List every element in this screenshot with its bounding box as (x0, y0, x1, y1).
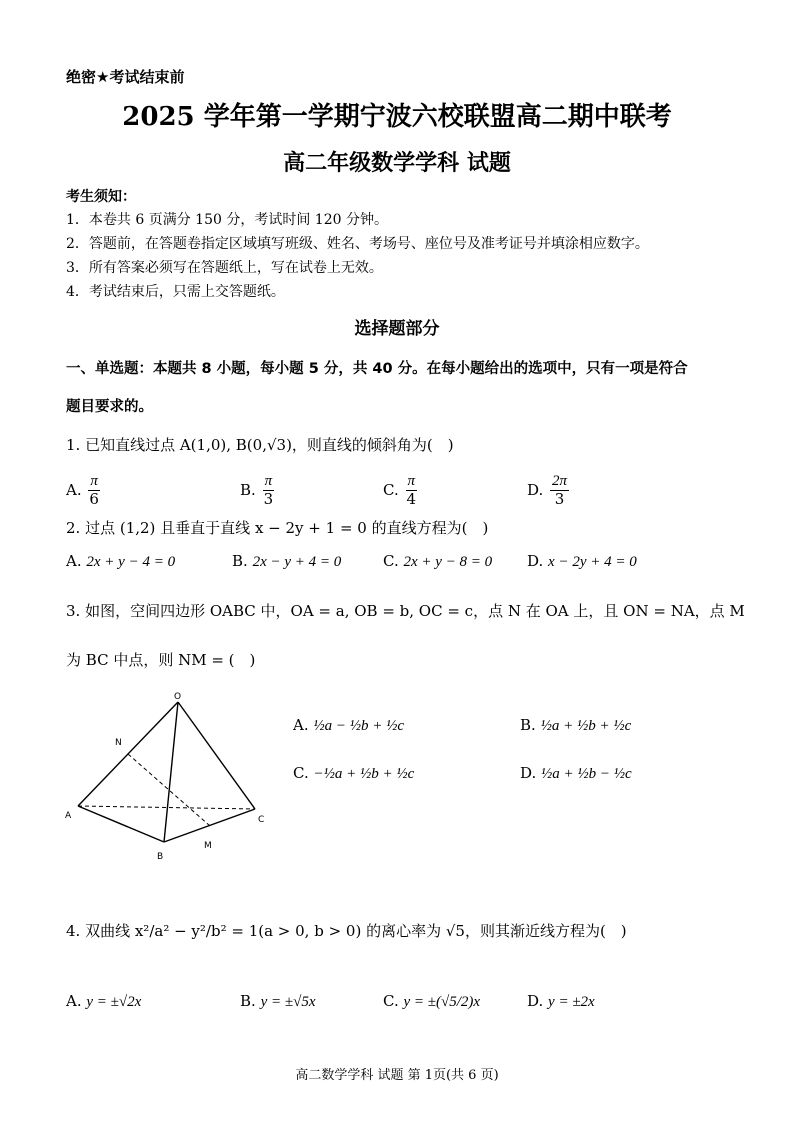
label-n: N (115, 738, 122, 748)
q3-option-c: C. −½a + ½b + ½c (293, 764, 415, 782)
q1-option-c: C. $\frac{\pi}{4}$ (383, 473, 417, 509)
label-m: M (204, 841, 212, 851)
question-3-stem-line1: 3. 如图，空间四边形 OABC 中，OA = a, OB = b, OC = c，点 N 在 OA 上，且 ON = NA，点 M (66, 602, 745, 620)
notice-item: 4．考试结束后，只需上交答题纸。 (66, 284, 285, 300)
q4-option-c: C. y = ±(√5/2)x (383, 992, 481, 1010)
q1-option-a: A. $\frac{\pi}{6}$ (66, 473, 99, 509)
q3-option-b: B. ½a + ½b + ½c (520, 716, 632, 734)
notice-item: 3．所有答案必须写在答题纸上，写在试卷上无效。 (66, 260, 383, 276)
tetrahedron-figure (60, 690, 275, 865)
q2-option-a: A. 2x + y − 4 = 0 (66, 552, 176, 570)
question-4-stem: 4. 双曲线 x²/a² − y²/b² = 1(a > 0, b > 0) 的离心率为 √5，则其渐近线方程为( ) (66, 922, 627, 940)
edge-oc (178, 702, 255, 809)
q1-option-b: B. $\frac{\pi}{3}$ (240, 473, 274, 509)
q4-option-b: B. y = ±√5x (240, 992, 316, 1010)
notice-item: 2．答题前，在答题卷指定区域填写班级、姓名、考场号、座位号及准考证号并填涂相应数字。 (66, 236, 649, 252)
section-title: 选择题部分 (354, 319, 440, 339)
q3-option-d: D. ½a + ½b − ½c (520, 764, 632, 782)
part-instructions-line2: 题目要求的。 (66, 399, 153, 415)
exam-title: 2025 学年第一学期宁波六校联盟高二期中联考 (122, 102, 672, 132)
label-c: C (258, 815, 265, 825)
confidential-mark: 绝密★考试结束前 (66, 68, 185, 86)
label-b: B (157, 852, 164, 862)
q2-option-c: C. 2x + y − 8 = 0 (383, 552, 493, 570)
q4-option-a: A. y = ±√2x (66, 992, 142, 1010)
edge-ac-hidden (78, 806, 255, 809)
question-3-stem-line2: 为 BC 中点，则 NM = ( ) (66, 651, 256, 669)
exam-subtitle: 高二年级数学学科 试题 (283, 150, 511, 176)
edge-ob (164, 702, 178, 842)
label-a: A (65, 811, 72, 821)
notice-heading: 考生须知： (66, 189, 136, 205)
notice-item: 1．本卷共 6 页满分 150 分，考试时间 120 分钟。 (66, 212, 388, 228)
question-1-stem: 1. 已知直线过点 A(1,0), B(0,√3)，则直线的倾斜角为( ) (66, 436, 454, 454)
q2-option-b: B. 2x − y + 4 = 0 (232, 552, 342, 570)
q1-option-d: D. $\frac{2\pi}{3}$ (527, 473, 568, 509)
q4-option-d: D. y = ±2x (527, 992, 595, 1010)
part-instructions-line1: 一、单选题：本题共 8 小题，每小题 5 分，共 40 分。在每小题给出的选项中，只有一项是符合 (66, 361, 688, 377)
edge-ab (78, 806, 164, 842)
q3-option-a: A. ½a − ½b + ½c (293, 716, 405, 734)
question-2-stem: 2. 过点 (1,2) 且垂直于直线 x − 2y + 1 = 0 的直线方程为( ) (66, 519, 489, 537)
page-footer: 高二数学学科 试题 第 1页(共 6 页) (295, 1068, 499, 1083)
q2-option-d: D. x − 2y + 4 = 0 (527, 552, 637, 570)
label-o: O (174, 692, 182, 702)
